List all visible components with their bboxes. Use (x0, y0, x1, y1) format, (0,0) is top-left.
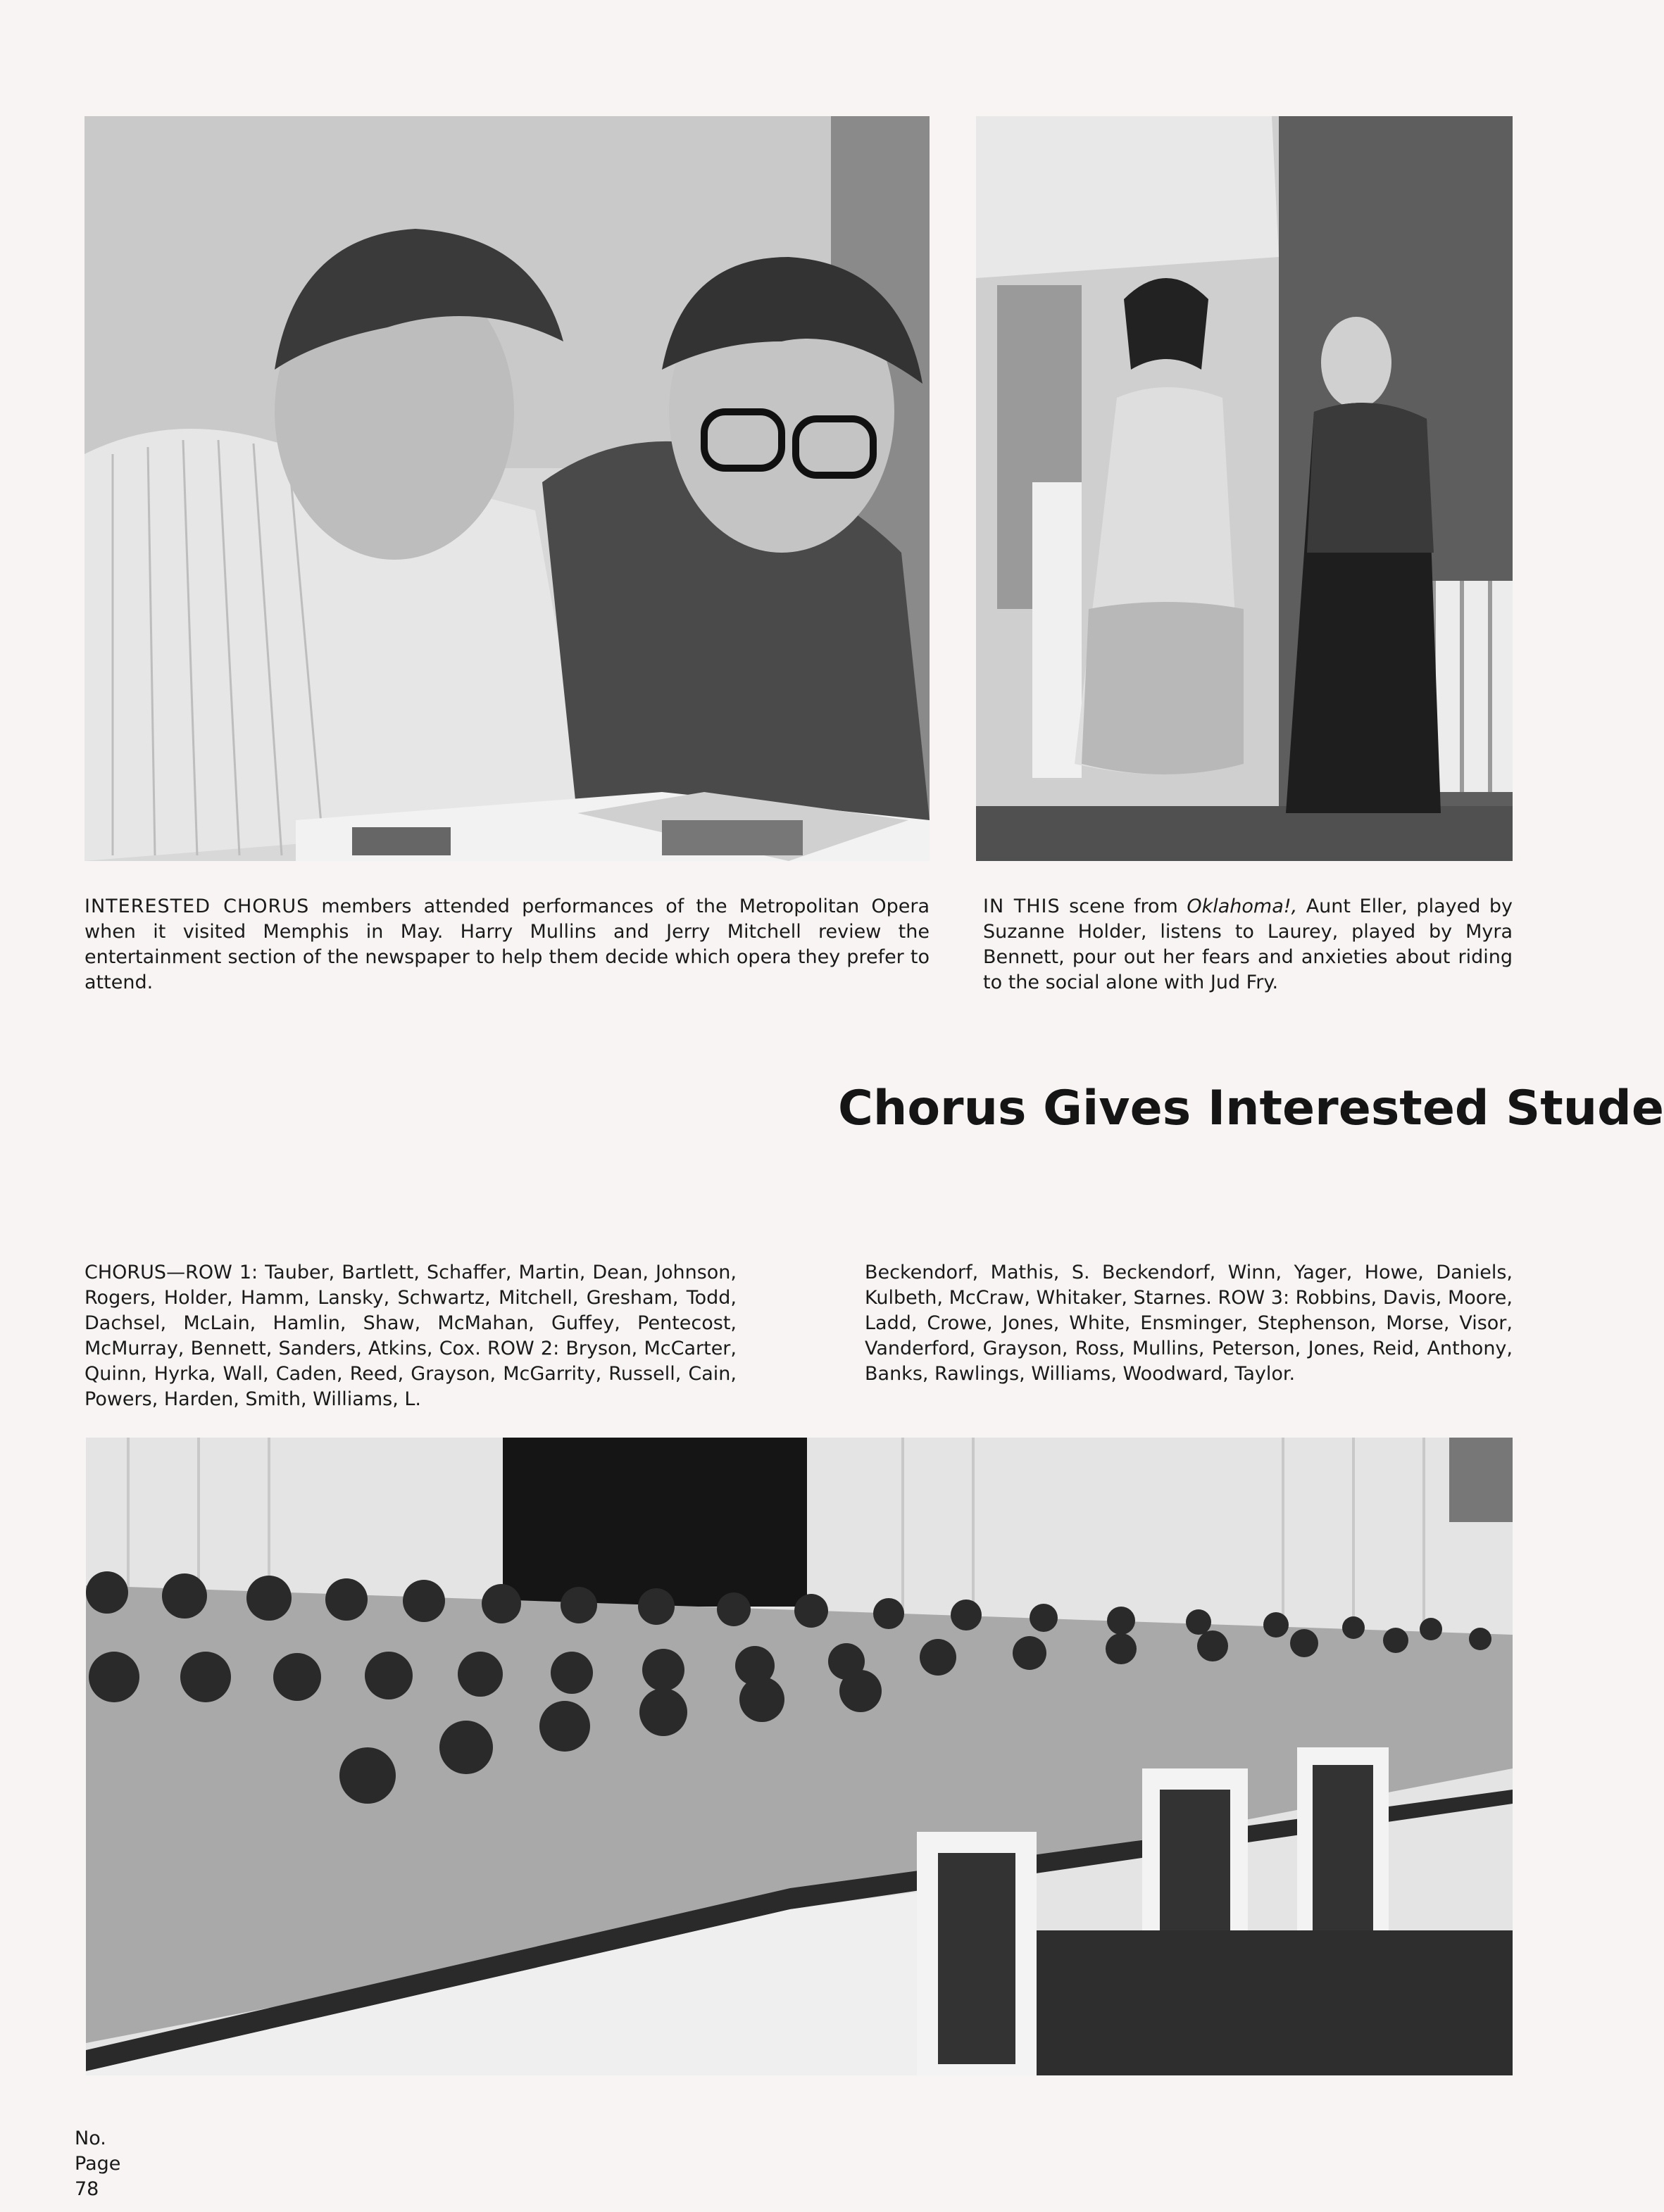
stage-scene-photo-icon (976, 116, 1513, 861)
caption-text: Aunt Eller, played by Suzanne Holder, listens to Laurey, played by Myra Bennett, pour out her fears and anxieties about riding to the social alone with Jud Fry. (983, 896, 1513, 993)
photo-oklahoma-scene (976, 116, 1513, 861)
caption-show-title: Oklahoma!, (1187, 896, 1298, 917)
photo-newspaper-review (85, 116, 930, 861)
chorus-group-photo-icon (86, 1438, 1513, 2075)
caption-text: members attended performances of the Metropolitan Opera when it visited Memphis in May. Harry Mullins and Jerry Mitchell review the entertainment section of the newspaper to help them decide which opera they prefer to attend. (85, 896, 930, 993)
roster-left-column: CHORUS—ROW 1: Tauber, Bartlett, Schaffer, Martin, Dean, Johnson, Rogers, Holder, Hamm, Lansky, Schwartz, Mitchell, Gresham, Todd, Dachsel, McLain, Hamlin, Shaw, McMahan, Guffey, Pentecost, McMurray, Bennett, Sanders, Atkins, Cox. ROW 2: Bryson, McCarter, Quinn, Hyrka, Wall, Caden, Reed, Grayson, McGarrity, Russell, Cain, Powers, Harden, Smith, Williams, L. (85, 1262, 737, 1410)
caption-lead: INTERESTED CHORUS (85, 896, 310, 917)
caption-stage-photo (983, 894, 1513, 995)
caption-newspaper-photo (85, 894, 930, 995)
page-headline: Chorus Gives Interested Stude (838, 1081, 1664, 1136)
photo-chorus-group (86, 1438, 1513, 2075)
caption-lead: IN THIS (983, 896, 1061, 917)
newspaper-photo-icon (85, 116, 930, 861)
page-folio (75, 2126, 120, 2202)
folio-no: No. (75, 2128, 106, 2149)
folio-page-label: Page (75, 2153, 121, 2175)
folio-page-number: 78 (75, 2178, 99, 2200)
caption-pre: scene from (1060, 896, 1187, 917)
roster-right-column: Beckendorf, Mathis, S. Beckendorf, Winn, Yager, Howe, Daniels, Kulbeth, McCraw, Whitaker, Starnes. ROW 3: Robbins, Davis, Moore, Ladd, Crowe, Jones, White, Ensminger, Stephenson, Morse, Visor, Vanderford, Grayson, Ross, Mullins, Peterson, Jones, Reid, Anthony, Banks, Rawlings, Williams, Woodward, Taylor. (865, 1262, 1513, 1385)
